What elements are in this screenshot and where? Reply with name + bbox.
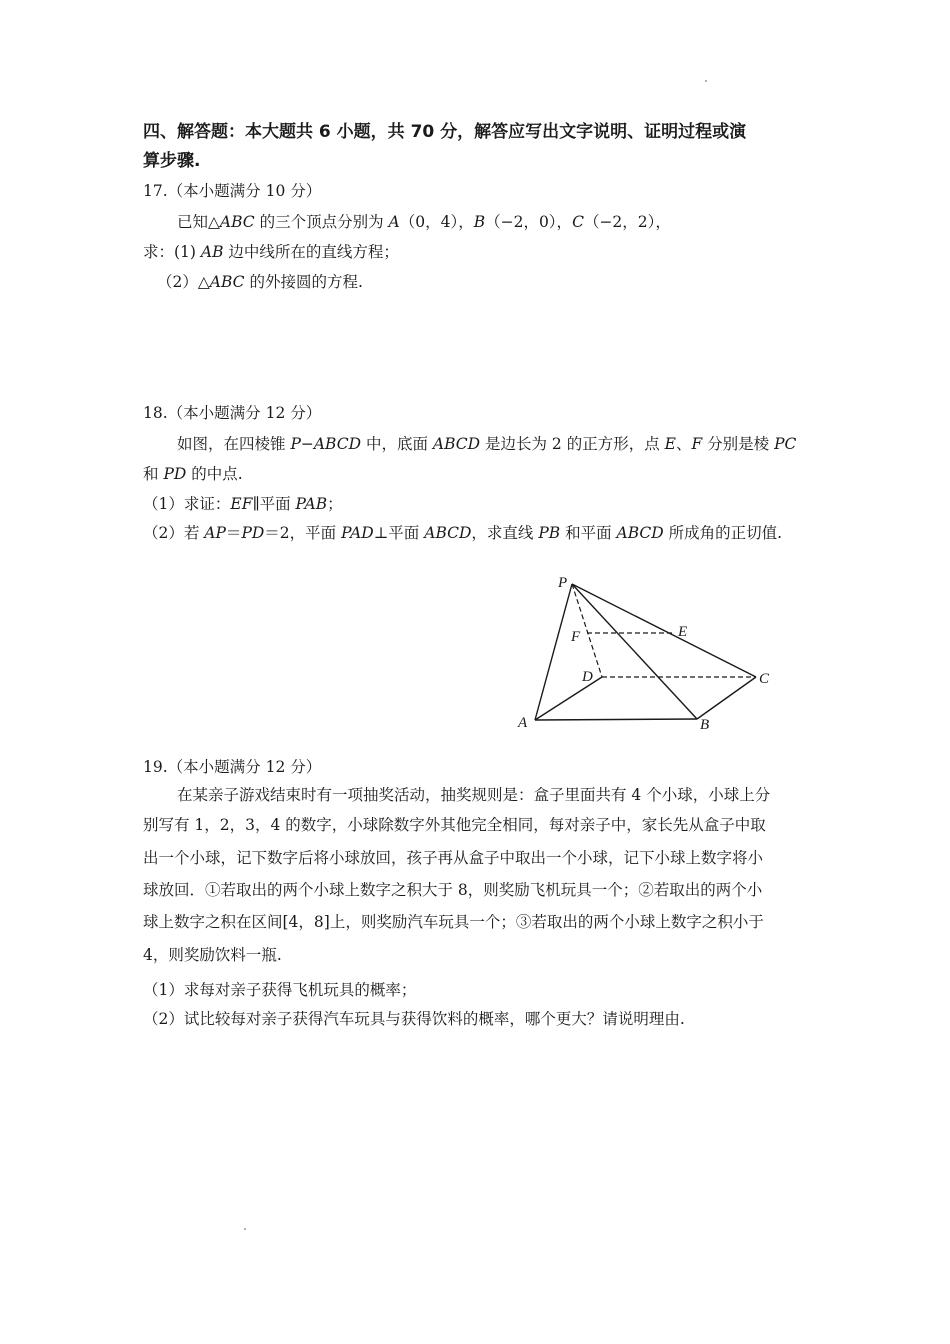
edge-PC (572, 584, 756, 677)
q19-line3: 出一个小球，记下数字后将小球放回，孩子再从盒子中取出一个小球，记下小球上数字将小 (143, 849, 764, 867)
label-C: C (759, 671, 770, 687)
q19-line2: 别写有 1，2，3，4 的数字，小球除数字外其他完全相同，每对亲子中，家长先从盒子中取 (143, 816, 766, 834)
q19-line1: 在某亲子游戏结束时有一项抽奖活动，抽奖规则是：盒子里面共有 4 个小球，小球上分 (177, 786, 771, 804)
label-D: D (582, 669, 593, 685)
q19-line6: 4，则奖励饮料一瓶. (143, 946, 282, 964)
label-F: F (571, 629, 581, 645)
q18-header: 18.（本小题满分 12 分） (143, 404, 322, 422)
label-E: E (678, 624, 688, 640)
q19-line5: 球上数字之积在区间[4，8]上，则奖励汽车玩具一个；③若取出的两个小球上数字之积小于 (143, 913, 764, 931)
q19-part2: （2）试比较每对亲子获得汽车玩具与获得饮料的概率，哪个更大？请说明理由. (143, 1010, 685, 1028)
q17-part1: 求：(1) AB 边中线所在的直线方程； (143, 243, 399, 261)
q19-header: 19.（本小题满分 12 分） (143, 758, 322, 776)
q18-part2: （2）若 AP＝PD＝2，平面 PAD⊥平面 ABCD，求直线 PB 和平面 ABCD 所成角的正切值. (143, 524, 783, 542)
scan-mark-top (705, 80, 707, 82)
scan-mark-bottom (244, 1228, 246, 1230)
section-heading-line1: 四、解答题：本大题共 6 小题，共 70 分，解答应写出文字说明、证明过程或演 (143, 122, 747, 142)
q17-intro: 已知△ABC 的三个顶点分别为 A（0，4），B（−2，0），C（−2，2）， (177, 213, 671, 231)
q18-intro-line1: 如图，在四棱锥 P−ABCD 中，底面 ABCD 是边长为 2 的正方形，点 E、F 分别是棱 PC (177, 435, 797, 453)
label-B: B (700, 717, 710, 733)
q18-intro-line2: 和 PD 的中点. (143, 465, 243, 483)
label-A: A (518, 715, 528, 731)
q17-header: 17.（本小题满分 10 分） (143, 182, 322, 200)
q19-part1: （1）求每对亲子获得飞机玩具的概率； (143, 981, 417, 999)
section-heading-line2: 算步骤. (143, 151, 201, 171)
pyramid-figure (500, 565, 790, 740)
q17-part2: （2）△ABC 的外接圆的方程. (157, 273, 363, 291)
q19-line4: 球放回．①若取出的两个小球上数字之积大于 8，则奖励飞机玩具一个；②若取出的两个小 (143, 881, 763, 899)
edge-PB (572, 584, 697, 719)
edge-AB (535, 719, 697, 720)
label-P: P (558, 575, 568, 591)
q18-part1: （1）求证：EF∥平面 PAB； (143, 495, 343, 513)
edge-BC (697, 677, 756, 719)
